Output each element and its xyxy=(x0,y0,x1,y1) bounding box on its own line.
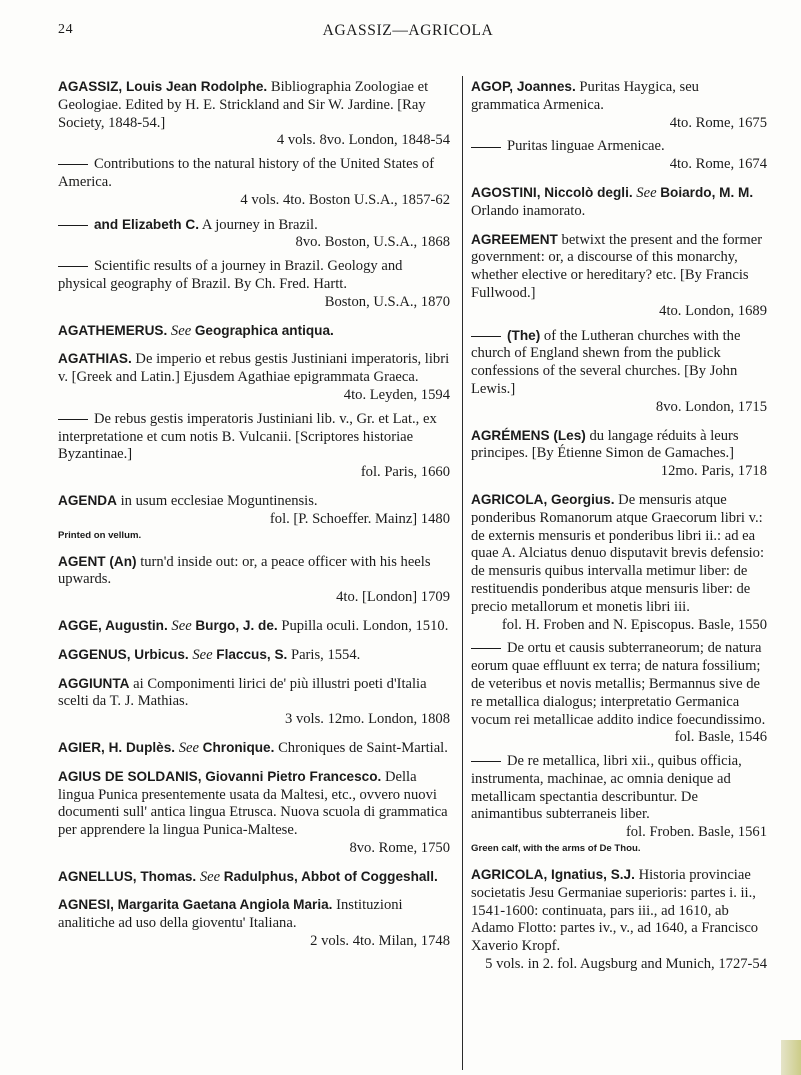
entry-heading: AGIER, H. Duplès. xyxy=(58,739,176,755)
page-header xyxy=(58,22,758,46)
entry-description: Della lingua Punica presentemente usata da Maltesi, etc., ovvero nuovi documenti sull' antica lingua Etrusca. Nuova scuola di grammatica per apprendere la lingua Punica-Maltese. xyxy=(58,768,448,839)
entry-text xyxy=(471,866,767,956)
entry-imprint: 8vo. London, 1715 xyxy=(655,398,767,415)
ditto-dash xyxy=(58,164,88,165)
page-edge-shadow xyxy=(781,1040,801,1075)
catalogue-entry xyxy=(471,427,767,481)
entry-description: betwixt the present and the former government: or, a discourse of this monarchy, whether elective or hereditary? etc. [By Francis Fullwood.] xyxy=(471,231,763,301)
entry-description: in usum ecclesiae Moguntinensis. xyxy=(120,492,318,509)
see-reference: See xyxy=(636,184,657,201)
entry-imprint: fol. [P. Schoeffer. Mainz] 1480 xyxy=(269,510,450,527)
catalogue-entry xyxy=(58,553,450,607)
entry-text xyxy=(471,753,767,824)
entry-heading: AGGIUNTA xyxy=(58,675,130,691)
catalogue-entry xyxy=(471,640,767,747)
entry-heading: AGGE, Augustin. xyxy=(58,617,168,633)
entry-text xyxy=(58,675,450,712)
entry-imprint: fol. Froben. Basle, 1561 xyxy=(625,824,767,841)
entry-description: De ortu et causis subterraneorum; de natura eorum quae effluunt ex terra; de natura fossilium; de veteribus et novis metallis; Bermannus sive de re metallica dialogus; interpretatio Germanica vocum rei metallicae addito indice foecundissimo. xyxy=(471,640,766,728)
cross-reference: Radulphus, Abbot of Coggeshall. xyxy=(223,868,438,884)
entry-description: Historia provinciae societatis Jesu Germaniae superioris: partes i. ii., 1541-1600: continuata, pars iii., ad 1610, ab Adamo Flotto: partes iv., v., ad 1640, a Francisco Xaverio Kropf. xyxy=(471,867,759,955)
catalogue-entry xyxy=(58,739,450,758)
cross-reference: Chronique. xyxy=(202,739,275,755)
entry-heading: AGGENUS, Urbicus. xyxy=(58,646,189,662)
entry-description: Contributions to the natural history of the United States of America. xyxy=(58,156,435,190)
entry-text xyxy=(471,327,767,399)
catalogue-entry xyxy=(58,350,450,404)
catalogue-entry xyxy=(471,184,767,221)
entry-description: of the Lutheran churches with the church of England shewn from the publick confessions of the several churches. [By John Lewis.] xyxy=(471,327,741,397)
entry-text xyxy=(58,868,450,887)
catalogue-entry xyxy=(58,896,450,950)
entry-heading: AGASSIZ, Louis Jean Rodolphe. xyxy=(58,79,268,94)
catalogue-entry xyxy=(58,78,450,150)
entry-imprint: 4to. Rome, 1674 xyxy=(669,156,767,173)
catalogue-entry xyxy=(471,753,767,856)
catalogue-entry xyxy=(58,411,450,482)
entry-text xyxy=(471,640,767,729)
entry-imprint: 4to. London, 1689 xyxy=(659,302,767,319)
catalogue-entry xyxy=(58,646,450,665)
entry-imprint: 8vo. Rome, 1750 xyxy=(349,839,450,856)
entry-text xyxy=(58,739,450,758)
entry-text xyxy=(471,78,767,115)
entry-heading: AGENT (An) xyxy=(58,553,137,569)
entry-heading: AGRICOLA, Ignatius, S.J. xyxy=(471,867,635,883)
running-head: AGASSIZ—AGRICOLA xyxy=(322,22,494,39)
entry-description: ai Componimenti lirici de' più illustri poeti d'Italia scelti da T. J. Mathias. xyxy=(58,675,427,710)
entry-description: Paris, 1554. xyxy=(290,646,361,663)
entry-description: Puritas Haygica, seu grammatica Armenica. xyxy=(471,79,699,113)
entry-text xyxy=(58,216,450,235)
entry-heading: AGRÉMENS (Les) xyxy=(471,427,586,443)
entry-description: Puritas linguae Armenicae. xyxy=(507,138,665,155)
right-column xyxy=(471,78,767,984)
entry-imprint: 4to. [London] 1709 xyxy=(336,589,450,606)
see-reference: See xyxy=(178,739,199,756)
entry-imprint: 8vo. Boston, U.S.A., 1868 xyxy=(295,234,450,251)
page-number: 24 xyxy=(58,22,74,37)
catalogue-entry xyxy=(471,78,767,132)
entry-imprint: fol. Basle, 1546 xyxy=(674,729,767,746)
see-reference: See xyxy=(192,646,213,663)
entry-imprint: 3 vols. 12mo. London, 1808 xyxy=(285,711,450,728)
catalogue-entry xyxy=(471,866,767,974)
entry-note: Printed on vellum. xyxy=(58,529,142,541)
catalogue-entry xyxy=(58,492,450,543)
entry-imprint: 4 vols. 8vo. London, 1848-54 xyxy=(276,132,450,149)
ditto-dash xyxy=(471,648,501,649)
entry-heading: AGNESI, Margarita Gaetana Angiola Maria. xyxy=(58,897,333,913)
entry-heading: AGENDA xyxy=(58,492,117,508)
ditto-dash xyxy=(58,225,88,226)
ditto-dash xyxy=(58,419,88,420)
cross-reference: Burgo, J. de. xyxy=(195,617,278,633)
entry-description: De re metallica, libri xii., quibus officia, instrumenta, machinae, ac omnia denique ad metallicam spectantia describuntur. De animantibus subterraneis liber. xyxy=(471,753,742,823)
entry-text xyxy=(58,617,450,636)
entry-imprint: 12mo. Paris, 1718 xyxy=(660,463,767,480)
entry-heading: AGIUS DE SOLDANIS, Giovanni Pietro Francesco. xyxy=(58,768,382,784)
ditto-dash xyxy=(471,147,501,148)
entry-text xyxy=(58,78,450,132)
entry-text xyxy=(58,553,450,590)
entry-note: Green calf, with the arms of De Thou. xyxy=(471,843,641,855)
entry-text xyxy=(58,156,450,192)
catalogue-entry xyxy=(471,491,767,634)
catalogue-entry xyxy=(58,216,450,253)
entry-heading: AGRICOLA, Georgius. xyxy=(471,491,615,507)
cross-reference: Flaccus, S. xyxy=(216,646,288,662)
cross-reference: Boiardo, M. M. xyxy=(660,184,754,200)
column-rule xyxy=(462,76,463,1070)
catalogue-entry xyxy=(58,868,450,887)
entry-description: De imperio et rebus gestis Justiniani imperatoris, libri v. [Greek and Latin.] Ejusdem Agathiae epigrammata Graeca. xyxy=(58,351,450,386)
catalogue-entry xyxy=(58,675,450,729)
see-reference: See xyxy=(199,868,221,885)
entry-description: Instituzioni analitiche ad uso della gioventu' Italiana. xyxy=(58,897,403,932)
catalogue-entry xyxy=(58,258,450,311)
entry-text xyxy=(58,322,450,341)
entry-heading: AGOP, Joannes. xyxy=(471,79,576,94)
left-column xyxy=(58,78,450,961)
catalogue-entry xyxy=(58,156,450,209)
entry-description: Scientific results of a journey in Brazil. Geology and physical geography of Brazil. By Ch. Fred. Hartt. xyxy=(58,258,403,292)
ditto-dash xyxy=(58,266,88,267)
entry-heading: AGATHEMERUS. xyxy=(58,322,168,338)
entry-imprint: 2 vols. 4to. Milan, 1748 xyxy=(310,933,450,950)
catalogue-entry xyxy=(471,327,767,417)
entry-heading: AGOSTINI, Niccolò degli. xyxy=(471,184,633,200)
entry-imprint: 5 vols. in 2. fol. Augsburg and Munich, 1727-54 xyxy=(485,956,767,973)
entry-description: Chroniques de Saint-Martial. xyxy=(278,739,448,756)
entry-text xyxy=(471,184,767,221)
entry-text xyxy=(58,258,450,294)
entry-description: A journey in Brazil. xyxy=(201,216,318,233)
entry-heading: AGREEMENT xyxy=(471,231,558,247)
see-reference: See xyxy=(171,617,192,634)
ditto-dash xyxy=(471,761,501,762)
entry-text xyxy=(471,491,767,617)
entry-heading: AGATHIAS. xyxy=(58,351,132,367)
entry-text xyxy=(471,231,767,303)
entry-text xyxy=(471,427,767,464)
entry-description: De mensuris atque ponderibus Romanorum atque Graecorum libri v.: de externis mensuris et ponderibus libri ii.: ad ea quae A. Alciatus denuo disputavit brevis defensio: de mensuris quibus intervalla metimur liber: de restituendis ponderibus atque mensuris liber: de precio metallorum et monetis libri iii. xyxy=(471,491,765,615)
entry-imprint: fol. Paris, 1660 xyxy=(360,464,450,481)
entry-text xyxy=(58,492,450,511)
entry-text xyxy=(58,768,450,840)
entry-description: turn'd inside out: or, a peace officer with his heels upwards. xyxy=(58,553,431,588)
entry-text xyxy=(58,896,450,933)
entry-description: Orlando inamorato. xyxy=(471,202,586,219)
entry-imprint: fol. H. Froben and N. Episcopus. Basle, 1550 xyxy=(501,616,767,633)
entry-description: Pupilla oculi. London, 1510. xyxy=(281,617,449,634)
see-reference: See xyxy=(170,322,192,339)
entry-heading: AGNELLUS, Thomas. xyxy=(58,868,197,884)
entry-text xyxy=(471,138,767,156)
entry-imprint: Boston, U.S.A., 1870 xyxy=(324,293,450,310)
entry-text xyxy=(58,646,450,665)
catalogue-entry xyxy=(58,768,450,858)
catalogue-entry xyxy=(58,617,450,636)
entry-text xyxy=(58,350,450,387)
entry-heading: (The) xyxy=(507,327,541,343)
entry-imprint: 4to. Rome, 1675 xyxy=(669,114,767,131)
catalogue-entry xyxy=(471,231,767,321)
entry-description: du langage réduits à leurs principes. [By Étienne Simon de Gamaches.] xyxy=(471,427,739,462)
catalogue-entry xyxy=(471,138,767,174)
cross-reference: Geographica antiqua. xyxy=(194,322,334,338)
entry-text xyxy=(58,411,450,464)
entry-description: De rebus gestis imperatoris Justiniani lib. v., Gr. et Lat., ex interpretatione et cum notis B. Vulcanii. [Scriptores historiae Byzantinae.] xyxy=(58,410,437,463)
entry-imprint: 4 vols. 4to. Boston U.S.A., 1857-62 xyxy=(240,191,450,208)
catalogue-entry xyxy=(58,322,450,341)
ditto-dash xyxy=(471,336,501,337)
entry-imprint: 4to. Leyden, 1594 xyxy=(343,386,450,403)
entry-heading: and Elizabeth C. xyxy=(94,216,199,232)
entry-description: Bibliographia Zoologiae et Geologiae. Edited by H. E. Strickland and Sir W. Jardine. [Ray Society, 1848-54.] xyxy=(58,79,429,131)
